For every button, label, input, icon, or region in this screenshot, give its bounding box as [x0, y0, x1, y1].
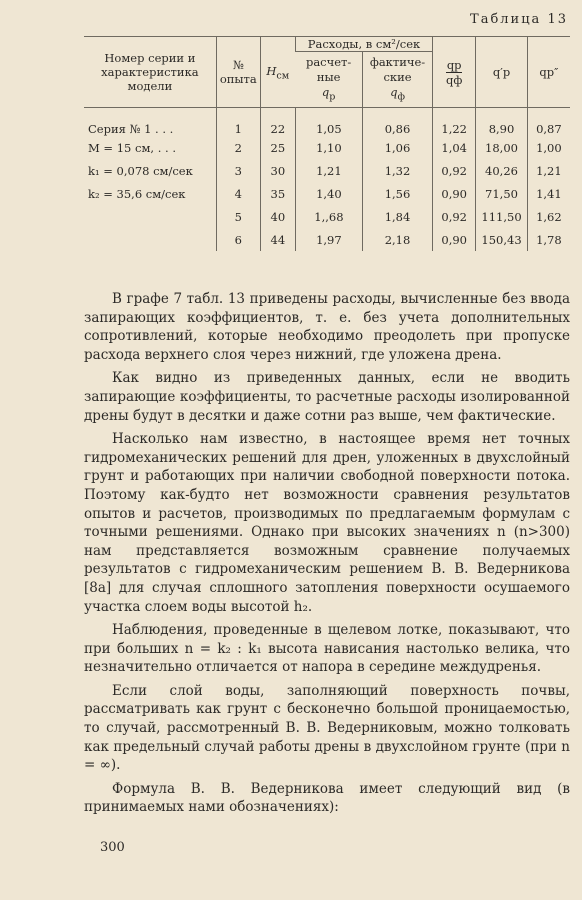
- page-number: 300: [100, 840, 125, 855]
- header-model: Номер серии и характеристика модели: [84, 37, 216, 108]
- paragraph: Как видно из приведенных данных, если не вводить запирающие коэффициенты, то расчетные расходы изолированной дрены будут в десятки и даже сотни раз выше, чем фактические.: [84, 370, 570, 424]
- paragraph: Если слой воды, заполняющий поверхность почвы, рассматривать как грунт с бесконечно большой проницаемостью, то случай, рассмотренный В. В. Ведерниковым, можно толковать как предельный случай работы дрены в двухслойном грунте (при n = ∞).: [84, 682, 570, 774]
- table-row: k₂ = 35,6 см/сек 4 35 1,40 1,56 0,90 71,50 1,41: [84, 182, 570, 205]
- header-flow-group: Расходы, в см²/сек: [295, 37, 432, 52]
- header-exp: № опыта: [216, 37, 260, 108]
- header-fact: фактиче-ские $q_ф$: [362, 52, 432, 108]
- header-calc: расчет-ные $q_р$: [295, 52, 362, 108]
- paragraph: Наблюдения, проведенные в щелевом лотке, показывают, что при больших n = k₂ : k₁ высота нависания настолько велика, что незначительно отличается от напора в середине междудренья.: [84, 622, 570, 676]
- header-h: $H_{см}$: [260, 37, 295, 108]
- table-row: M = 15 см, . . . 2 25 1,10 1,06 1,04 18,00 1,00: [84, 136, 570, 159]
- table-row: Серия № 1 . . . 1 22 1,05 0,86 1,22 8,90 0,87: [84, 108, 570, 137]
- table-row: 5 40 1,,68 1,84 0,92 111,50 1,62: [84, 205, 570, 228]
- table-label: Таблица 13: [470, 12, 568, 27]
- results-table: [84, 36, 570, 251]
- table-row: k₁ = 0,078 см/сек 3 30 1,21 1,32 0,92 40,26 1,21: [84, 159, 570, 182]
- header-qp1: q′р: [476, 37, 527, 108]
- table-row: 6 44 1,97 2,18 0,90 150,43 1,78: [84, 228, 570, 251]
- paragraph: В графе 7 табл. 13 приведены расходы, вычисленные без ввода запирающих коэффициентов, т. е. без учета дополнительных сопротивлений, которые необходимо преодолеть при пропуске расхода верхнего слоя через нижний, где уложена дрена.: [84, 291, 570, 363]
- paragraph: Формула В. В. Ведерникова имеет следующий вид (в принимаемых нами обозначениях):: [84, 780, 570, 816]
- paragraph: Насколько нам известно, в настоящее время нет точных гидромеханических решений для дрен, уложенных в двухслойный грунт и работающих при наличии свободной поверхности потока. Поэтому как-будто нет возможности сравнения результатов опытов и расчетов, производимых по предлагаемым формулам с точными решениями. Однако при высоких значениях n (n>300) нам представляется возможным сравнение получаемых результатов с гидромеханическим решением В. В. Ведерникова [8а] для случая сплошного затопления поверхности осушаемого участка слоем воды высотой h₂.: [84, 431, 570, 615]
- header-ratio: $\frac{qр}{qф}$: [433, 37, 476, 108]
- header-qp2: qр″: [527, 37, 570, 108]
- body-text: [84, 290, 570, 822]
